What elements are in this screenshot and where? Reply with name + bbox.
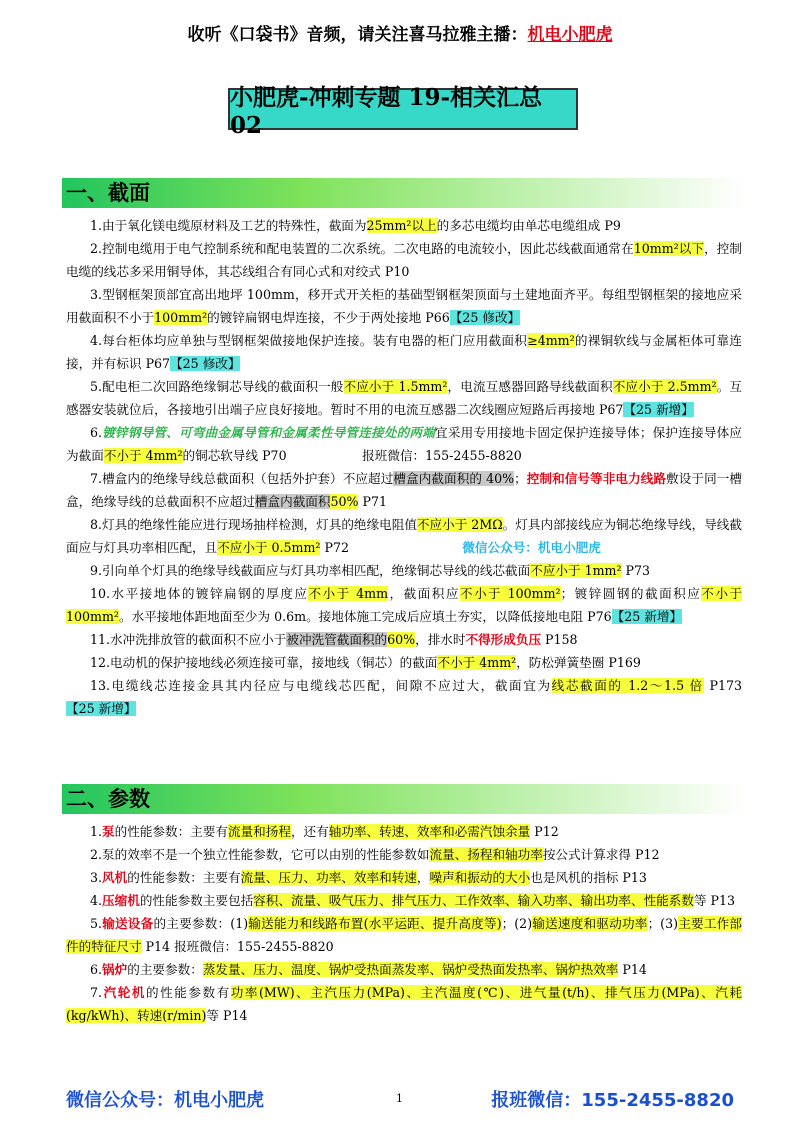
header-text: 收听《口袋书》音频，请关注喜马拉雅主播：: [187, 25, 528, 45]
list-item: 6.镀锌钢导管、可弯曲金属导管和金属柔性导管连接处的两端宜采用专用接地卡固定保护连接导体；保护连接导体应为截面不小于 4mm²的铜芯软导线 P70 报班微信：155-2455-8820: [66, 425, 743, 463]
list-item: 7.槽盒内的绝缘导线总截面积（包括外护套）不应超过槽盒内截面积的 40%；控制和信号等非电力线路敷设于同一槽盒，绝缘导线的总截面积不应超过槽盒内截面积50% P71: [66, 471, 742, 509]
page-number: 1: [396, 1092, 403, 1105]
list-item: 12.电动机的保护接地线必须连接可靠，接地线（铜芯）的截面不小于 4mm²，防松弹簧垫圈 P169: [90, 655, 641, 670]
list-item: 4.压缩机的性能参数主要包括容积、流量、吸气压力、排气压力、工作效率、输入功率、输出功率、性能系数等 P13: [90, 893, 736, 908]
header-banner: [0, 20, 800, 45]
list-item: 5.输送设备的主要参数：(1)输送能力和线路布置(水平运距、提升高度等)；(2)输送速度和驱动功率；(3)主要工作部件的特征尺寸 P14 报班微信：155-2455-8820: [66, 916, 743, 954]
header-highlight: 机电小肥虎: [527, 25, 613, 45]
page-footer: [0, 1086, 800, 1112]
list-item: 11.水冲洗排放管的截面积不应小于被冲洗管截面积的60%，排水时不得形成负压 P158: [90, 632, 578, 647]
section-heading-parameters: 二、参数: [62, 784, 746, 814]
list-item: 6.锅炉的主要参数：蒸发量、压力、温度、锅炉受热面蒸发率、锅炉受热面发热率、锅炉热效率 P14: [90, 962, 647, 977]
list-item: 3.型钢框架顶部宜高出地坪 100mm，移开式开关柜的基础型钢框架顶面与土建地面齐平。每组型钢框架的接地应采用截面积不小于100mm²的镀锌扁钢电焊连接，不少于两处接地 P66【25 修改】: [66, 287, 742, 325]
list-item: 4.每台柜体均应单独与型钢框架做接地保护连接。装有电器的柜门应用截面积≥4mm²的裸铜软线与金属柜体可靠连接，并有标识 P67【25 修改】: [66, 333, 742, 371]
footer-wechat-account: 微信公众号：机电小肥虎: [66, 1090, 264, 1111]
list-item: 8.灯具的绝缘性能应进行现场抽样检测，灯具的绝缘电阻值不应小于 2MΩ。灯具内部接线应为铜芯绝缘导线，导线截面应与灯具功率相匹配，且不应小于 0.5mm² P72 微信公众号：机电小肥虎: [66, 517, 742, 555]
footer-wechat-contact: 报班微信：155-2455-8820: [491, 1090, 734, 1111]
page-title: 小肥虎-冲刺专题 19-相关汇总 02: [228, 88, 578, 130]
list-item: 7.汽轮机的性能参数有功率(MW)、主汽压力(MPa)、主汽温度(℃)、进气量(t/h)、排气压力(MPa)、汽耗(kg/kWh)、转速(r/min)等 P14: [66, 985, 743, 1023]
section-body-cross-section: [66, 214, 742, 720]
list-item: 3.风机的性能参数：主要有流量、压力、功率、效率和转速，噪声和振动的大小也是风机的指标 P13: [90, 870, 647, 885]
list-item: 1.由于氧化镁电缆原材料及工艺的特殊性，截面为25mm²以上的多芯电缆均由单芯电缆组成 P9: [90, 218, 621, 233]
section-body-parameters: [66, 820, 742, 1027]
list-item: 2.控制电缆用于电气控制系统和配电装置的二次系统。二次电路的电流较小，因此芯线截面通常在10mm²以下，控制电缆的线芯多采用铜导体，其芯线组合有同心式和对绞式 P10: [66, 241, 742, 279]
section-heading-cross-section: 一、截面: [62, 178, 746, 208]
list-item: 5.配电柜二次回路绝缘铜芯导线的截面积一般不应小于 1.5mm²，电流互感器回路导线截面积不应小于 2.5mm²。互感器安装就位后，各接地引出端子应良好接地。暂时不用的电流互感器二次线圈应短路后再接地 P67【25 新增】: [66, 379, 743, 417]
list-item: 1.泵的性能参数：主要有流量和扬程，还有轴功率、转速、效率和必需汽蚀余量 P12: [90, 824, 559, 839]
list-item: 9.引向单个灯具的绝缘导线截面应与灯具功率相匹配，绝缘铜芯导线的线芯截面不应小于 1mm² P73: [90, 563, 651, 578]
list-item: 13.电缆线芯连接金具其内径应与电缆线芯匹配，间隙不应过大，截面宜为线芯截面的 1.2～1.5 倍 P173【25 新增】: [66, 678, 743, 716]
list-item: 2.泵的效率不是一个独立性能参数，它可以由别的性能参数如流量、扬程和轴功率按公式计算求得 P12: [90, 847, 660, 862]
list-item: 10.水平接地体的镀锌扁钢的厚度应不小于 4mm，截面积应不小于 100mm²；镀锌圆钢的截面积应不小于 100mm²。水平接地体距地面至少为 0.6m。接地体施工完成后应填土夯实，以降低接地电阻 P76【25 新增】: [66, 586, 743, 624]
